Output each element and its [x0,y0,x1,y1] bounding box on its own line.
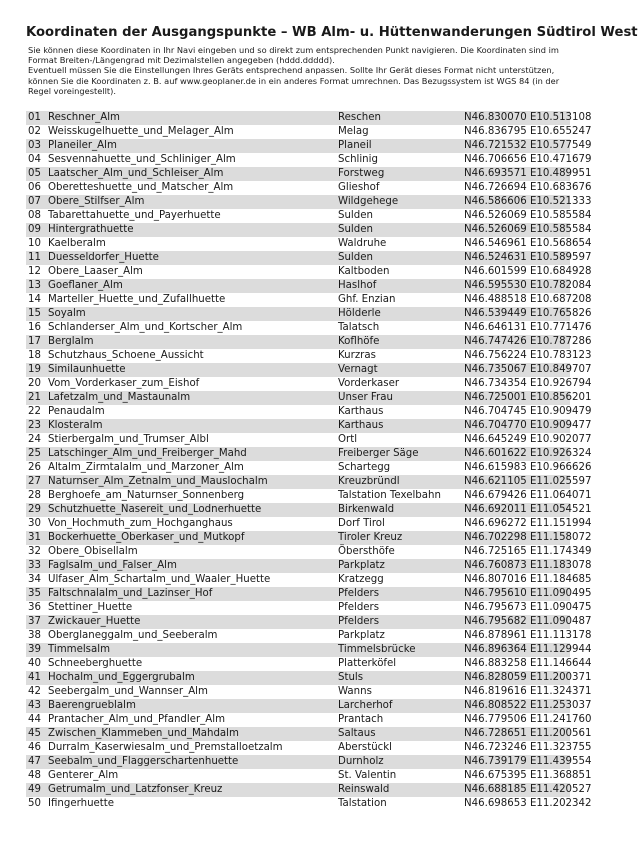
row-number: 37 [26,615,48,629]
start-place: Sulden [338,251,464,265]
start-place: Waldruhe [338,237,464,251]
route-name: Obere_Stilfser_Alm [48,195,338,209]
coordinates: N46.704745 E10.909479 [464,406,592,417]
route-name: Planeiler_Alm [48,139,338,153]
row-number: 39 [26,643,48,657]
route-name: Vom_Vorderkaser_zum_Eishof [48,377,338,391]
route-name: Reschner_Alm [48,111,338,125]
route-name: Schutzhaus_Schoene_Aussicht [48,349,338,363]
coordinates: N46.883258 E11.146644 [464,658,592,669]
start-place: Platterköfel [338,657,464,671]
route-name: Laatscher_Alm_und_Schleiser_Alm [48,167,338,181]
route-name: Penaudalm [48,405,338,419]
coordinates: N46.488518 E10.687208 [464,294,592,305]
route-name: Schlanderser_Alm_und_Kortscher_Alm [48,321,338,335]
row-number: 33 [26,559,48,573]
coordinates: N46.807016 E11.184685 [464,574,592,585]
coordinates: N46.586606 E10.521333 [464,196,592,207]
start-place: Wildgehege [338,195,464,209]
table-row [26,629,570,643]
table-row [26,335,570,349]
route-name: Bockerhuette_Oberkaser_und_Mutkopf [48,531,338,545]
table-row [26,783,570,797]
coordinates: N46.595530 E10.782084 [464,280,592,291]
coordinates: N46.756224 E10.783123 [464,350,592,361]
table-row [26,405,570,419]
row-number: 08 [26,209,48,223]
table-row [26,769,570,783]
coordinates: N46.795673 E11.090475 [464,602,592,613]
row-number: 46 [26,741,48,755]
row-number: 23 [26,419,48,433]
row-number: 09 [26,223,48,237]
coordinates: N46.621105 E11.025597 [464,476,592,487]
table-row [26,195,570,209]
route-name: Soyalm [48,307,338,321]
route-name: Oberglaneggalm_und_Seeberalm [48,629,338,643]
route-name: Prantacher_Alm_und_Pfandler_Alm [48,713,338,727]
start-place: Hölderle [338,307,464,321]
table-row [26,363,570,377]
row-number: 22 [26,405,48,419]
table-row [26,307,570,321]
start-place: Pfelders [338,587,464,601]
start-place: Wanns [338,685,464,699]
route-name: Obere_Laaser_Alm [48,265,338,279]
row-number: 27 [26,475,48,489]
table-row [26,377,570,391]
coordinates: N46.878961 E11.113178 [464,630,592,641]
row-number: 14 [26,293,48,307]
start-place: Pfelders [338,615,464,629]
route-name: Lafetzalm_und_Mastaunalm [48,391,338,405]
start-place: Karthaus [338,405,464,419]
row-number: 11 [26,251,48,265]
start-place: Vernagt [338,363,464,377]
route-name: Timmelsalm [48,643,338,657]
coordinates: N46.725001 E10.856201 [464,392,592,403]
route-name: Tabarettahuette_und_Payerhuette [48,209,338,223]
coordinates: N46.704770 E10.909477 [464,420,592,431]
start-place: Talstation [338,797,464,811]
coordinates: N46.808522 E11.253037 [464,700,592,711]
table-row [26,545,570,559]
table-row [26,419,570,433]
coordinates: N46.615983 E10.966626 [464,462,592,473]
route-name: Seebalm_und_Flaggerschartenhuette [48,755,338,769]
table-row [26,559,570,573]
table-row [26,797,570,811]
table-row [26,601,570,615]
route-name: Latschinger_Alm_und_Freiberger_Mahd [48,447,338,461]
table-row [26,321,570,335]
route-name: Kaelberalm [48,237,338,251]
coordinates: N46.696272 E11.151994 [464,518,592,529]
row-number: 31 [26,531,48,545]
route-name: Klosteralm [48,419,338,433]
row-number: 03 [26,139,48,153]
table-row [26,573,570,587]
coordinates: N46.645249 E10.902077 [464,434,592,445]
route-name: Baerengrueblalm [48,699,338,713]
coordinates-table [26,111,592,811]
row-number: 05 [26,167,48,181]
row-number: 24 [26,433,48,447]
coordinates: N46.692011 E11.054521 [464,504,592,515]
route-name: Sesvennahuette_und_Schliniger_Alm [48,153,338,167]
start-place: Öbersthöfe [338,545,464,559]
row-number: 13 [26,279,48,293]
table-row [26,209,570,223]
start-place: Dorf Tirol [338,517,464,531]
start-place: Schartegg [338,461,464,475]
table-row [26,125,570,139]
row-number: 38 [26,629,48,643]
coordinates: N46.779506 E11.241760 [464,714,592,725]
table-row [26,279,570,293]
start-place: Koflhöfe [338,335,464,349]
coordinates: N46.693571 E10.489951 [464,168,592,179]
coordinates: N46.830070 E10.513108 [464,112,592,123]
row-number: 20 [26,377,48,391]
row-number: 40 [26,657,48,671]
table-row [26,657,570,671]
start-place: Stuls [338,671,464,685]
row-number: 36 [26,601,48,615]
intro-text [28,45,568,96]
route-name: Stettiner_Huette [48,601,338,615]
table-row [26,293,570,307]
row-number: 50 [26,797,48,811]
table-row [26,699,570,713]
start-place: St. Valentin [338,769,464,783]
start-place: Vorderkaser [338,377,464,391]
row-number: 16 [26,321,48,335]
coordinates: N46.795682 E11.090487 [464,616,592,627]
route-name: Zwickauer_Huette [48,615,338,629]
start-place: Kreuzbründl [338,475,464,489]
route-name: Weisskugelhuette_und_Melager_Alm [48,125,338,139]
table-row [26,671,570,685]
table-row [26,643,570,657]
start-place: Tiroler Kreuz [338,531,464,545]
row-number: 01 [26,111,48,125]
table-row [26,237,570,251]
row-number: 17 [26,335,48,349]
coordinates: N46.828059 E11.200371 [464,672,592,683]
coordinates: N46.734354 E10.926794 [464,378,592,389]
row-number: 29 [26,503,48,517]
start-place: Reinswald [338,783,464,797]
coordinates: N46.706656 E10.471679 [464,154,592,165]
start-place: Birkenwald [338,503,464,517]
start-place: Reschen [338,111,464,125]
table-row [26,349,570,363]
route-name: Goeflaner_Alm [48,279,338,293]
start-place: Prantach [338,713,464,727]
table-row [26,503,570,517]
row-number: 35 [26,587,48,601]
coordinates: N46.747426 E10.787286 [464,336,592,347]
coordinates: N46.526069 E10.585584 [464,210,592,221]
route-name: Hochalm_und_Eggergrubalm [48,671,338,685]
route-name: Getrumalm_und_Latzfonser_Kreuz [48,783,338,797]
row-number: 12 [26,265,48,279]
route-name: Schutzhuette_Nasereit_und_Lodnerhuette [48,503,338,517]
route-name: Faglsalm_und_Falser_Alm [48,559,338,573]
row-number: 07 [26,195,48,209]
start-place: Unser Frau [338,391,464,405]
route-name: Faltschnalalm_und_Lazinser_Hof [48,587,338,601]
row-number: 42 [26,685,48,699]
route-name: Ulfaser_Alm_Schartalm_und_Waaler_Huette [48,573,338,587]
row-number: 43 [26,699,48,713]
start-place: Ortl [338,433,464,447]
row-number: 02 [26,125,48,139]
row-number: 34 [26,573,48,587]
start-place: Talatsch [338,321,464,335]
start-place: Parkplatz [338,629,464,643]
coordinates: N46.526069 E10.585584 [464,224,592,235]
start-place: Timmelsbrücke [338,643,464,657]
start-place: Talstation Texelbahn [338,489,464,503]
route-name: Marteller_Huette_und_Zufallhuette [48,293,338,307]
coordinates: N46.539449 E10.765826 [464,308,592,319]
intro-paragraph-1: Sie können diese Koordinaten in Ihr Navi eingeben und so direkt zum entsprechenden Punkt navigieren. Die Koordinaten sind im Format Breiten-/Längengrad mit Dezimalstellen angegeben (hddd.ddddd). [28,45,559,66]
start-place: Saltaus [338,727,464,741]
row-number: 06 [26,181,48,195]
row-number: 48 [26,769,48,783]
page-title: Koordinaten der Ausgangspunkte – WB Alm- u. Hüttenwanderungen Südtirol West [26,25,638,40]
start-place: Kurzras [338,349,464,363]
route-name: Berghoefe_am_Naturnser_Sonnenberg [48,489,338,503]
route-name: Obere_Obisellalm [48,545,338,559]
table-row [26,531,570,545]
route-name: Zwischen_Klammeben_und_Mahdalm [48,727,338,741]
intro-paragraph-2: Eventuell müssen Sie die Einstellungen Ihres Geräts entsprechend anpassen. Sollte Ihr Gerät dieses Format nicht unterstützen, können Sie die Koordinaten z. B. auf www.geoplaner.de in ein anderes Format umrechnen. Das Bezugssystem ist WGS 84 (in der Regel voreingestellt). [28,65,560,96]
row-number: 28 [26,489,48,503]
table-row [26,685,570,699]
coordinates: N46.836795 E10.655247 [464,126,592,137]
coordinates: N46.728651 E11.200561 [464,728,592,739]
route-name: Stierbergalm_und_Trumser_Albl [48,433,338,447]
row-number: 15 [26,307,48,321]
route-name: Berglalm [48,335,338,349]
row-number: 19 [26,363,48,377]
row-number: 49 [26,783,48,797]
start-place: Glieshof [338,181,464,195]
table-row [26,181,570,195]
coordinates: N46.725165 E11.174349 [464,546,592,557]
coordinates: N46.760873 E11.183078 [464,560,592,571]
route-name: Oberetteshuette_und_Matscher_Alm [48,181,338,195]
start-place: Ghf. Enzian [338,293,464,307]
table-row [26,461,570,475]
row-number: 21 [26,391,48,405]
coordinates: N46.546961 E10.568654 [464,238,592,249]
table-row [26,713,570,727]
coordinates: N46.702298 E11.158072 [464,532,592,543]
table-row [26,251,570,265]
coordinates: N46.723246 E11.323755 [464,742,592,753]
route-name: Durralm_Kaserwiesalm_und_Premstalloetzalm [48,741,338,755]
row-number: 26 [26,461,48,475]
table-row [26,727,570,741]
row-number: 25 [26,447,48,461]
coordinates: N46.739179 E11.439554 [464,756,592,767]
start-place: Kaltboden [338,265,464,279]
coordinates: N46.688185 E11.420527 [464,784,592,795]
start-place: Larcherhof [338,699,464,713]
coordinates: N46.646131 E10.771476 [464,322,592,333]
start-place: Pfelders [338,601,464,615]
route-name: Schneeberghuette [48,657,338,671]
table-row [26,489,570,503]
start-place: Freiberger Säge [338,447,464,461]
start-place: Kratzegg [338,573,464,587]
table-row [26,167,570,181]
table-row [26,139,570,153]
start-place: Haslhof [338,279,464,293]
start-place: Sulden [338,223,464,237]
row-number: 41 [26,671,48,685]
coordinates: N46.726694 E10.683676 [464,182,592,193]
start-place: Forstweg [338,167,464,181]
row-number: 45 [26,727,48,741]
table-row [26,741,570,755]
start-place: Parkplatz [338,559,464,573]
start-place: Aberstückl [338,741,464,755]
start-place: Schlinig [338,153,464,167]
row-number: 47 [26,755,48,769]
coordinates: N46.524631 E10.589597 [464,252,592,263]
row-number: 44 [26,713,48,727]
table-row [26,433,570,447]
table-row [26,475,570,489]
table-row [26,447,570,461]
coordinates: N46.601599 E10.684928 [464,266,592,277]
coordinates: N46.721532 E10.577549 [464,140,592,151]
row-number: 10 [26,237,48,251]
route-name: Ifingerhuette [48,797,338,811]
table-row [26,265,570,279]
coordinates: N46.795610 E11.090495 [464,588,592,599]
coordinates: N46.601622 E10.926324 [464,448,592,459]
row-number: 30 [26,517,48,531]
start-place: Karthaus [338,419,464,433]
table-row [26,153,570,167]
route-name: Altalm_Zirmtalalm_und_Marzoner_Alm [48,461,338,475]
coordinates: N46.675395 E11.368851 [464,770,592,781]
row-number: 18 [26,349,48,363]
route-name: Hintergrathuette [48,223,338,237]
start-place: Planeil [338,139,464,153]
table-row [26,111,570,125]
table-row [26,391,570,405]
start-place: Durnholz [338,755,464,769]
table-row [26,755,570,769]
route-name: Naturnser_Alm_Zetnalm_und_Mauslochalm [48,475,338,489]
route-name: Genterer_Alm [48,769,338,783]
table-row [26,615,570,629]
coordinates: N46.819616 E11.324371 [464,686,592,697]
coordinates: N46.679426 E11.064071 [464,490,592,501]
row-number: 32 [26,545,48,559]
start-place: Melag [338,125,464,139]
table-row [26,517,570,531]
start-place: Sulden [338,209,464,223]
coordinates: N46.896364 E11.129944 [464,644,592,655]
route-name: Seebergalm_und_Wannser_Alm [48,685,338,699]
table-row [26,223,570,237]
route-name: Duesseldorfer_Huette [48,251,338,265]
coordinates: N46.698653 E11.202342 [464,798,592,809]
table-row [26,587,570,601]
coordinates: N46.735067 E10.849707 [464,364,592,375]
row-number: 04 [26,153,48,167]
route-name: Von_Hochmuth_zum_Hochganghaus [48,517,338,531]
route-name: Similaunhuette [48,363,338,377]
